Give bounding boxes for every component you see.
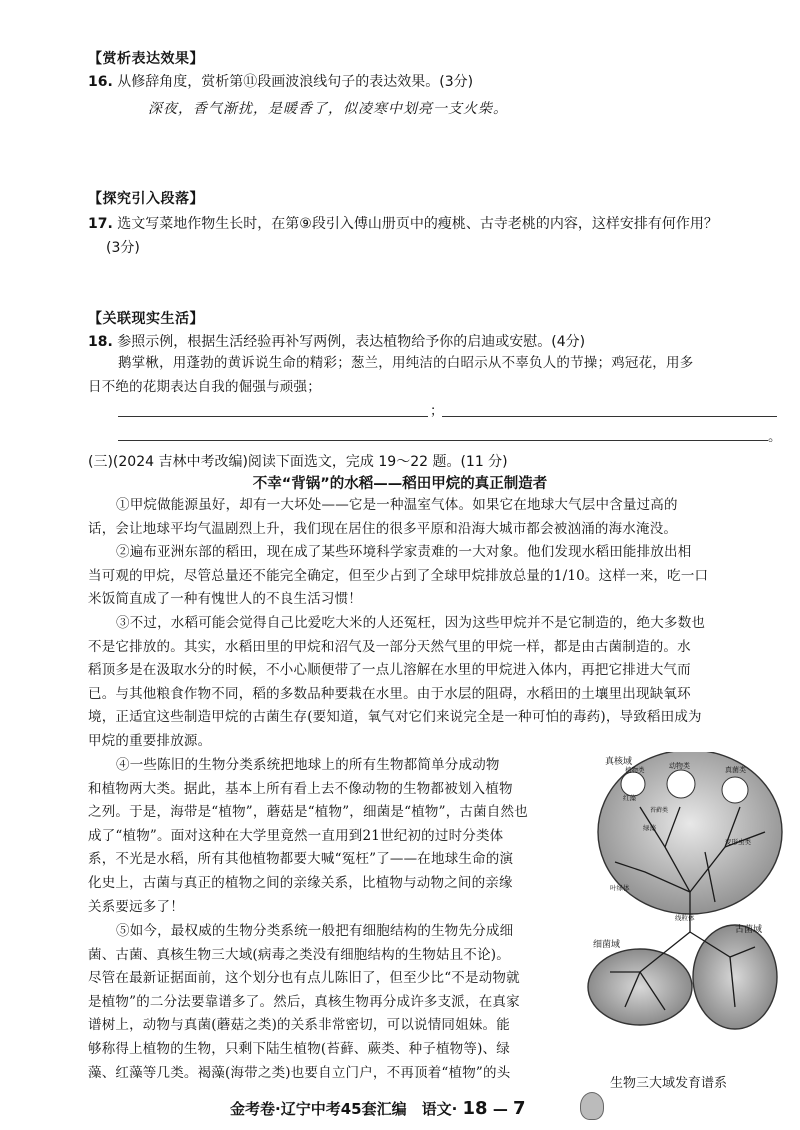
question-number: 17. [88, 216, 113, 232]
part-header: (三)(2024 吉林中考改编)阅读下面选文，完成 19～22 题。(11 分) [88, 454, 508, 470]
example-line-1: 鹅掌楸，用蓬勃的黄诉说生命的精彩；葱兰，用纯洁的白昭示从不辜负人的节操；鸡冠花，用多 [118, 355, 694, 371]
question-text: 参照示例，根据生活经验再补写两例，表达植物给予你的启迪或安慰。(4分) [117, 334, 586, 350]
answer-blank[interactable] [118, 440, 768, 441]
period: 。 [768, 429, 782, 445]
paragraph-4 [88, 754, 593, 919]
question-number: 16. [88, 74, 113, 90]
question-18 [88, 330, 585, 354]
text-line: 谱树上，动物与真菌(蘑菇之类)的关系非常密切，可以说情同姐妹。能 [88, 1017, 510, 1034]
section-heading-appreciation: 【赏析表达效果】 [88, 51, 204, 67]
paragraph-1 [88, 494, 778, 541]
text-line: 不是它排放的。其实，水稻田里的甲烷和沼气及一部分天然气里的甲烷一样，都是由古菌制造的。水 [88, 638, 691, 655]
text-line: ④一些陈旧的生物分类系统把地球上的所有生物都简单分成动物 [116, 757, 500, 773]
label-algae: 红藻 [623, 794, 636, 802]
text-line: 菌、古菌、真核生物三大域(病毒之类没有细胞结构的生物姑且不论)。 [88, 946, 510, 963]
handwritten-answer: 深夜，香气渐扰，是暖香了，似凌寒中划亮一支火柴。 [148, 101, 508, 117]
label-moss: 苔藓类 [650, 807, 669, 814]
text-line: ②遍布亚洲东部的稻田，现在成了某些环境科学家责难的一大对象。他们发现水稻田能排放出相 [116, 544, 692, 560]
text-line: 化史上，古菌与真正的植物之间的亲缘关系，比植物与动物之间的亲缘 [88, 874, 513, 891]
label-ameba: 变形虫类 [725, 838, 751, 846]
archaea-domain-circle [693, 925, 777, 1029]
text-line: 米饭简直成了一种有愧世人的不良生活习惯！ [88, 591, 362, 608]
text-line: ⑤如今，最权威的生物分类系统一般把有细胞结构的生物先分成细 [116, 923, 514, 939]
text-line: 成了“植物”。面对这种在大学里竟然一直用到21世纪初的过时分类体 [88, 827, 504, 844]
section-heading-life: 【关联现实生活】 [88, 311, 204, 327]
logo-icon [580, 1092, 604, 1120]
text-line: 尽管在最新证据面前，这个划分也有点儿陈旧了，但至少比“不是动物就 [88, 970, 520, 987]
separator: ； [430, 403, 444, 419]
footer-text: 金考卷·辽宁中考45套汇编 语文· [230, 1100, 458, 1118]
question-text: 从修辞角度，赏析第⑪段画波浪线句子的表达效果。(3分) [117, 74, 474, 90]
footer-dash: — [492, 1100, 508, 1118]
label-mito: 线粒体 [675, 914, 695, 922]
page-number: 18 [462, 1098, 488, 1119]
label-fungi: 真菌类 [725, 766, 746, 774]
text-line: ①甲烷做能源虽好，却有一大坏处——它是一种温室气体。如果它在地球大气层中含量过高的 [116, 497, 678, 513]
phylogeny-figure [585, 752, 785, 1062]
section-heading-explore: 【探究引入段落】 [88, 191, 204, 207]
label-bacteria: 细菌域 [593, 940, 621, 950]
text-line: 境，正适宜这些制造甲烷的古菌生存(要知道，氧气对它们来说完全是一种可怕的毒药)，导致稻田成为 [88, 709, 702, 726]
page-footer [230, 1098, 526, 1119]
question-number: 18. [88, 334, 113, 350]
text-line: 和植物两大类。据此，基本上所有看上去不像动物的生物都被划入植物 [88, 780, 513, 797]
example-line-2: 日不绝的花期表达自我的倔强与顽强； [88, 379, 321, 395]
article-title: 不幸“背锅”的水稻——稻田甲烷的真正制造者 [252, 476, 548, 492]
animal-icon [667, 770, 695, 798]
answer-blank[interactable] [442, 416, 777, 417]
text-line: 关系要远多了！ [88, 898, 184, 915]
question-17 [88, 212, 788, 260]
question-text: 选文写菜地作物生长时，在第⑨段引入傅山册页中的瘦桃、古寺老桃的内容，这样安排有何作用？ [117, 216, 718, 232]
text-line: 够称得上植物的生物，只剩下陆生植物(苔藓、蕨类、种子植物等)、绿 [88, 1040, 510, 1057]
page-sub-number: 7 [513, 1098, 526, 1119]
text-line: 稻顶多是在汲取水分的时候，不小心顺便带了一点儿溶解在水里的甲烷进入体内，再把它排进大气而 [88, 662, 691, 679]
figure-caption: 生物三大域发育谱系 [610, 1076, 728, 1091]
text-line: 是植物”的二分法要靠谱多了。然后，真核生物再分成许多支派，在真家 [88, 993, 520, 1010]
label-animals: 动物类 [669, 762, 690, 770]
label-eukaryote: 真核域 [605, 757, 633, 767]
fungi-icon [722, 777, 748, 803]
text-line: 系，不光是水稻，所有其他植物都要大喊“冤枉”了——在地球生命的演 [88, 851, 514, 868]
text-line: ③不过，水稻可能会觉得自己比爱吃大米的人还冤枉，因为这些甲烷并不是它制造的，绝大多数也 [116, 615, 706, 631]
text-line: 之列。于是，海带是“植物”，蘑菇是“植物”，细菌是“植物”，古菌自然也 [88, 804, 528, 821]
text-line: 当可观的甲烷，尽管总量还不能完全确定，但至少占到了全球甲烷排放总量的1/10。这样一来，吃一口 [88, 567, 709, 584]
answer-blank[interactable] [118, 416, 428, 417]
bacteria-domain-circle [588, 949, 692, 1025]
text-line: 已。与其他粮食作物不同，稻的多数品种要栽在水里。由于水层的阻碍，水稻田的土壤里出现缺氧环 [88, 685, 691, 702]
question-16 [88, 70, 473, 94]
paragraph-5 [88, 920, 593, 1085]
text-line: 藻、红藻等几类。褐藻(海带之类)也要自立门户，不再顶着“植物”的头 [88, 1064, 511, 1081]
label-green: 绿藻 [643, 824, 656, 832]
paragraph-2 [88, 541, 778, 612]
plant-icon [621, 772, 645, 796]
question-points: (3分) [106, 240, 140, 256]
label-archaea: 古菌域 [735, 925, 763, 935]
label-plants: 植物类 [625, 766, 645, 774]
text-line: 话，会让地球平均气温剧烈上升，我们现在居住的很多平原和沿海大城市都会被汹涌的海水淹没。 [88, 520, 678, 537]
text-line: 甲烷的重要排放源。 [88, 732, 212, 749]
paragraph-3 [88, 612, 778, 754]
label-chloroplast: 叶绿体 [610, 884, 630, 892]
